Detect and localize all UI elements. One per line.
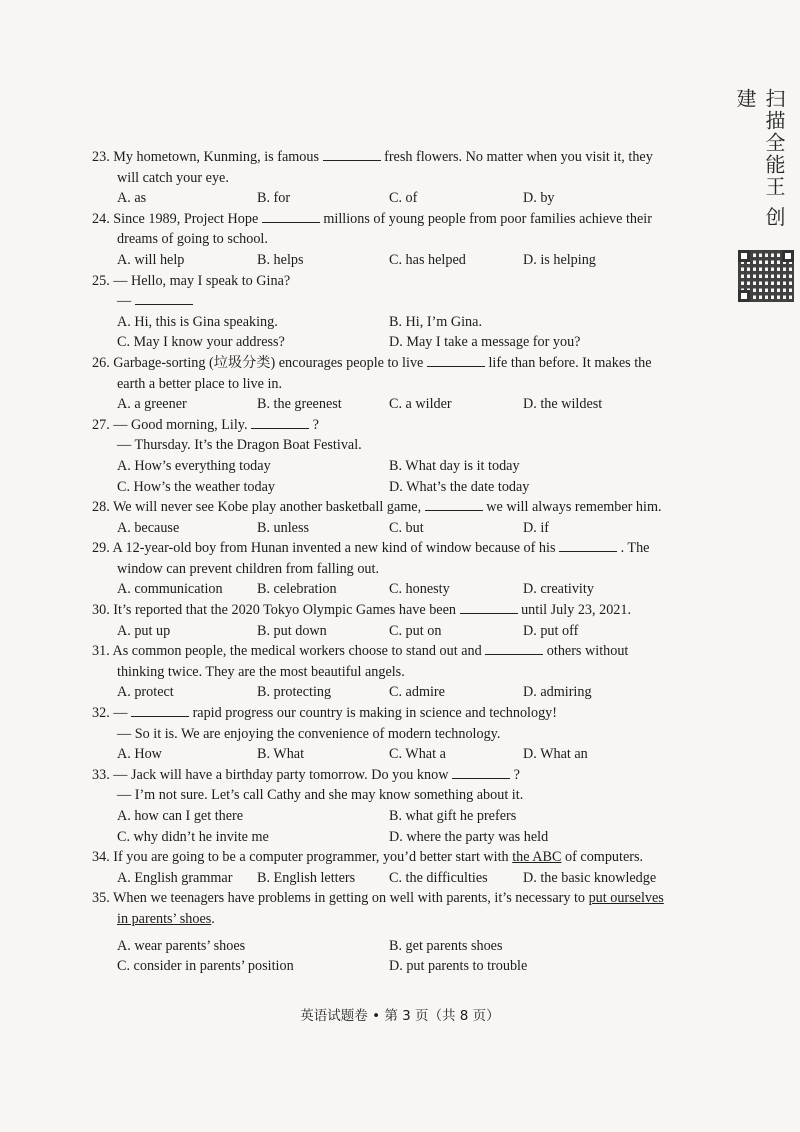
question-stem: 34. If you are going to be a computer programmer, you’d better start with the ABC of computers. (92, 849, 644, 866)
option: B. put down (257, 622, 327, 639)
option: C. but (389, 519, 424, 536)
option: B. What day is it today (389, 457, 520, 474)
option: C. admire (389, 684, 445, 701)
answer-blank (323, 147, 381, 161)
option: C. has helped (389, 251, 466, 268)
option: C. put on (389, 622, 442, 639)
answer-blank (135, 291, 193, 305)
question-item (92, 888, 682, 976)
page-footer: 英语试题卷 • 第 3 页（共 8 页） (300, 1008, 500, 1024)
question-stem: 26. Garbage-sorting (垃圾分类) encourages people to live life than before. It makes the (92, 354, 652, 371)
option: B. celebration (257, 581, 337, 598)
scanner-watermark: 扫描全能王 创建 (733, 88, 786, 229)
question-stem: 33. — Jack will have a birthday party tomorrow. Do you know ? (92, 766, 520, 783)
option: D. the basic knowledge (523, 869, 657, 886)
answer-blank (131, 703, 189, 717)
question-item (92, 497, 682, 538)
option: D. creativity (523, 581, 594, 598)
answer-blank (427, 353, 485, 367)
option: A. will help (117, 251, 185, 268)
option: B. helps (257, 251, 304, 268)
option: A. a greener (117, 396, 187, 413)
options-list (92, 579, 682, 600)
option: C. honesty (389, 581, 450, 598)
answer-blank (460, 600, 518, 614)
option: B. unless (257, 519, 310, 536)
option: A. How (117, 746, 162, 763)
option: C. How’s the weather today (117, 478, 275, 495)
question-stem-continued: — (92, 291, 682, 312)
option: D. is helping (523, 251, 596, 268)
options-list (92, 518, 682, 539)
question-stem-continued: earth a better place to live in. (117, 375, 283, 392)
qr-code-icon (738, 250, 794, 302)
option: A. How’s everything today (117, 457, 271, 474)
options-list (92, 394, 682, 415)
answer-blank (485, 641, 543, 655)
question-stem-continued: — Thursday. It’s the Dragon Boat Festival. (117, 437, 362, 454)
question-stem-continued: window can prevent children from falling out. (117, 560, 379, 577)
question-stem: 24. Since 1989, Project Hope millions of young people from poor families achieve their (92, 210, 652, 227)
question-item (92, 600, 682, 641)
question-item (92, 209, 682, 271)
question-stem-continued: will catch your eye. (117, 169, 229, 186)
options-list (92, 868, 682, 889)
question-stem-continued: thinking twice. They are the most beautiful angels. (117, 663, 405, 680)
option: C. why didn’t he invite me (117, 828, 269, 845)
question-stem: 23. My hometown, Kunming, is famous fresh flowers. No matter when you visit it, they (92, 149, 653, 165)
option: D. What an (523, 746, 588, 763)
option: A. protect (117, 684, 174, 701)
options-list (92, 682, 682, 703)
question-item (92, 415, 682, 497)
question-stem-continued: in parents’ shoes. (117, 910, 215, 927)
option: A. as (117, 190, 147, 207)
question-item (92, 271, 682, 353)
options-list (92, 744, 682, 765)
underlined-phrase-continued: in parents’ shoes (117, 910, 212, 927)
option: A. English grammar (117, 869, 233, 886)
options-list (92, 188, 682, 209)
question-stem: 29. A 12-year-old boy from Hunan invented a new kind of window because of his . The (92, 540, 650, 557)
question-item (92, 847, 682, 888)
question-item (92, 353, 682, 415)
option: D. by (523, 190, 555, 207)
option: A. wear parents’ shoes (117, 937, 246, 954)
option: B. protecting (257, 684, 332, 701)
option: D. put parents to trouble (389, 958, 528, 975)
question-stem-continued: dreams of going to school. (117, 231, 268, 248)
options-list (92, 806, 682, 847)
question-stem: 35. When we teenagers have problems in getting on well with parents, it’s necessary to put ourselves (92, 890, 664, 907)
option: B. get parents shoes (389, 937, 503, 954)
answer-blank (452, 765, 510, 779)
option: A. because (117, 519, 180, 536)
underlined-phrase: the ABC (512, 849, 562, 866)
question-stem: 31. As common people, the medical workers choose to stand out and others without (92, 643, 629, 660)
options-list (92, 936, 682, 977)
options-list (92, 456, 682, 497)
option: C. of (389, 190, 418, 207)
question-stem: 25. — Hello, may I speak to Gina? (92, 272, 291, 289)
question-stem-continued: — I’m not sure. Let’s call Cathy and she may know something about it. (117, 787, 524, 804)
option: D. if (523, 519, 550, 536)
question-stem-continued: — So it is. We are enjoying the convenience of modern technology. (117, 725, 501, 742)
option: D. the wildest (523, 396, 603, 413)
question-stem: 28. We will never see Kobe play another basketball game, we will always remember him. (92, 499, 662, 516)
question-item (92, 641, 682, 703)
option: C. May I know your address? (117, 334, 285, 351)
question-item (92, 538, 682, 600)
option: A. communication (117, 581, 223, 598)
option: D. where the party was held (389, 828, 549, 845)
options-list (92, 621, 682, 642)
question-list (92, 147, 682, 977)
option: A. how can I get there (117, 808, 244, 824)
option: B. for (257, 190, 291, 207)
option: D. admiring (523, 684, 592, 701)
answer-blank (425, 497, 483, 511)
option: C. What a (389, 746, 446, 763)
answer-blank (559, 538, 617, 552)
option: D. May I take a message for you? (389, 334, 581, 351)
question-stem: 32. — rapid progress our country is making in science and technology! (92, 705, 558, 722)
option: B. English letters (257, 869, 356, 886)
answer-blank (262, 209, 320, 223)
question-item (92, 703, 682, 765)
option: C. consider in parents’ position (117, 958, 294, 975)
question-item (92, 147, 682, 209)
underlined-phrase: put ourselves (588, 890, 664, 907)
option: C. the difficulties (389, 869, 488, 886)
option: B. Hi, I’m Gina. (389, 313, 482, 330)
options-list (92, 312, 682, 353)
answer-blank (251, 415, 309, 429)
option: A. put up (117, 622, 171, 639)
option: B. what gift he prefers (389, 808, 517, 824)
option: D. What’s the date today (389, 478, 530, 495)
option: B. the greenest (257, 396, 342, 413)
option: C. a wilder (389, 396, 452, 413)
question-item (92, 765, 682, 847)
option: B. What (257, 746, 305, 763)
options-list (92, 250, 682, 271)
option: A. Hi, this is Gina speaking. (117, 313, 278, 330)
question-stem: 30. It’s reported that the 2020 Tokyo Olympic Games have been until July 23, 2021. (92, 602, 632, 619)
question-stem: 27. — Good morning, Lily. ? (92, 416, 319, 433)
option: D. put off (523, 622, 579, 639)
